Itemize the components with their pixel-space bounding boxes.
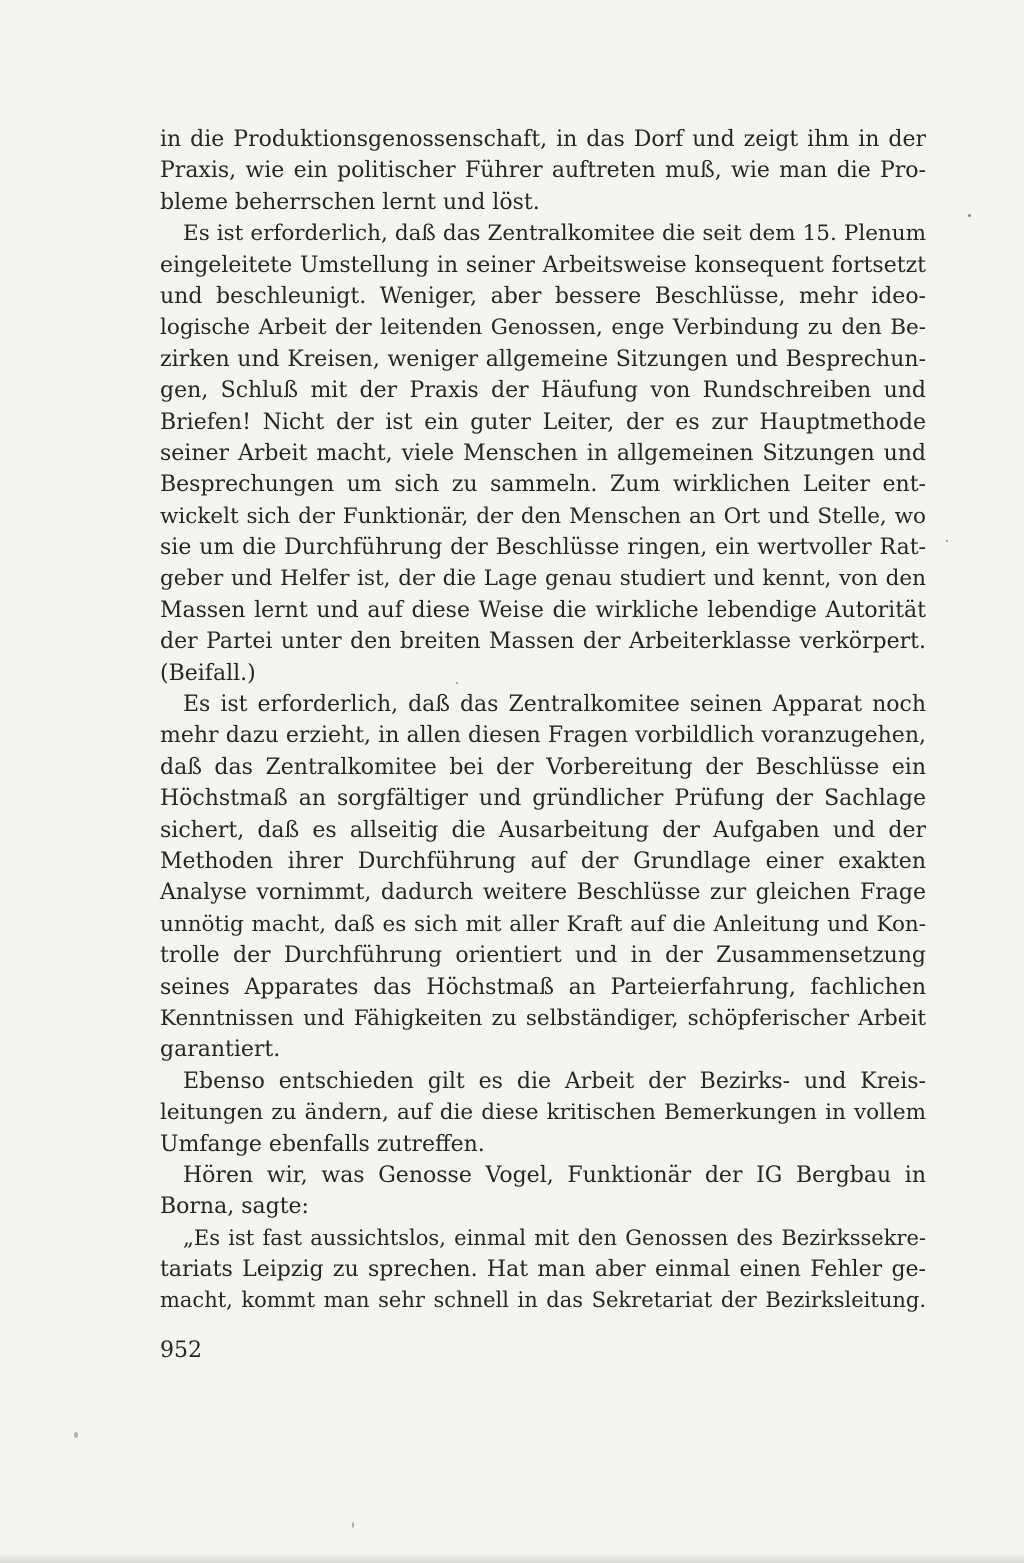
text-line: Hören wir, was Genosse Vogel, Funktionär der IG Bergbau in xyxy=(183,1162,926,1188)
print-speck xyxy=(74,1432,78,1438)
text-line: Methoden ihrer Durchführung auf der Grundlage einer exakten xyxy=(160,848,926,874)
text-line: garantiert. xyxy=(160,1037,281,1063)
text-line: logische Arbeit der leitenden Genossen, enge Verbindung zu den Be- xyxy=(160,315,926,341)
text-line: Es ist erforderlich, daß das Zentralkomitee seinen Apparat noch xyxy=(183,692,926,718)
text-line: seiner Arbeit macht, viele Menschen in allgemeinen Sitzungen und xyxy=(160,440,926,466)
text-line: gen, Schluß mit der Praxis der Häufung von Rundschreiben und xyxy=(160,378,926,404)
print-speck xyxy=(352,1522,354,1528)
print-speck xyxy=(946,540,948,542)
text-line: trolle der Durchführung orientiert und in der Zusammensetzung xyxy=(160,943,926,969)
print-speck xyxy=(456,682,458,684)
page-bottom-edge xyxy=(0,1553,1024,1563)
text-line: mehr dazu erzieht, in allen diesen Fragen vorbildlich voranzugehen, xyxy=(160,723,926,749)
text-line: „Es ist fast aussichtslos, einmal mit den Genossen des Bezirkssekre- xyxy=(183,1225,926,1250)
text-line: Höchstmaß an sorgfältiger und gründlicher Prüfung der Sachlage xyxy=(160,786,926,812)
text-line: Es ist erforderlich, daß das Zentralkomitee die seit dem 15. Plenum xyxy=(183,221,926,247)
text-line: unnötig macht, daß es sich mit aller Kraft auf die Anleitung und Kon- xyxy=(160,911,926,937)
text-line: bleme beherrschen lernt und löst. xyxy=(160,189,540,215)
text-line: Umfange ebenfalls zutreffen. xyxy=(160,1131,485,1157)
text-line: in die Produktionsgenossenschaft, in das Dorf und zeigt ihm in der xyxy=(160,127,926,152)
text-line: (Beifall.) xyxy=(160,660,256,686)
body-text xyxy=(160,124,926,1317)
text-line: eingeleitete Umstellung in seiner Arbeitsweise konsequent fortsetzt xyxy=(160,252,926,278)
text-line: sichert, daß es allseitig die Ausarbeitung der Aufgaben und der xyxy=(160,817,926,843)
text-line: Briefen! Nicht der ist ein guter Leiter, der es zur Hauptmethode xyxy=(160,409,926,435)
text-line: der Partei unter den breiten Massen der Arbeiterklasse verkörpert. xyxy=(160,629,926,655)
text-line: Analyse vornimmt, dadurch weitere Beschlüsse zur gleichen Frage xyxy=(160,880,926,906)
text-line: leitungen zu ändern, auf die diese kritischen Bemerkungen in vollem xyxy=(160,1100,926,1126)
text-line: tariats Leipzig zu sprechen. Hat man aber einmal einen Fehler ge- xyxy=(160,1257,926,1283)
text-line: Massen lernt und auf diese Weise die wirkliche lebendige Autorität xyxy=(160,597,926,623)
text-line: zirken und Kreisen, weniger allgemeine Sitzungen und Besprechun- xyxy=(160,346,926,372)
print-speck xyxy=(968,214,971,217)
page-number: 952 xyxy=(160,1338,202,1363)
text-line: Kenntnissen und Fähigkeiten zu selbständiger, schöpferischer Arbeit xyxy=(160,1005,926,1031)
text-line: wickelt sich der Funktionär, der den Menschen an Ort und Stelle, wo xyxy=(160,503,926,529)
text-line: daß das Zentralkomitee bei der Vorbereitung der Beschlüsse ein xyxy=(160,754,926,780)
text-line: geber und Helfer ist, der die Lage genau studiert und kennt, von den xyxy=(160,566,926,592)
text-line: macht, kommt man sehr schnell in das Sekretariat der Bezirksleitung. xyxy=(160,1288,926,1313)
text-line: seines Apparates das Höchstmaß an Parteierfahrung, fachlichen xyxy=(160,974,926,1000)
text-line: sie um die Durchführung der Beschlüsse ringen, ein wertvoller Rat- xyxy=(160,535,926,561)
text-line: Borna, sagte: xyxy=(160,1194,309,1220)
text-line: Praxis, wie ein politischer Führer auftreten muß, wie man die Pro- xyxy=(160,158,926,184)
text-line: Ebenso entschieden gilt es die Arbeit der Bezirks- und Kreis- xyxy=(183,1068,926,1094)
text-line: und beschleunigt. Weniger, aber bessere Beschlüsse, mehr ideo- xyxy=(160,283,926,309)
text-line: Besprechungen um sich zu sammeln. Zum wirklichen Leiter ent- xyxy=(160,472,926,498)
